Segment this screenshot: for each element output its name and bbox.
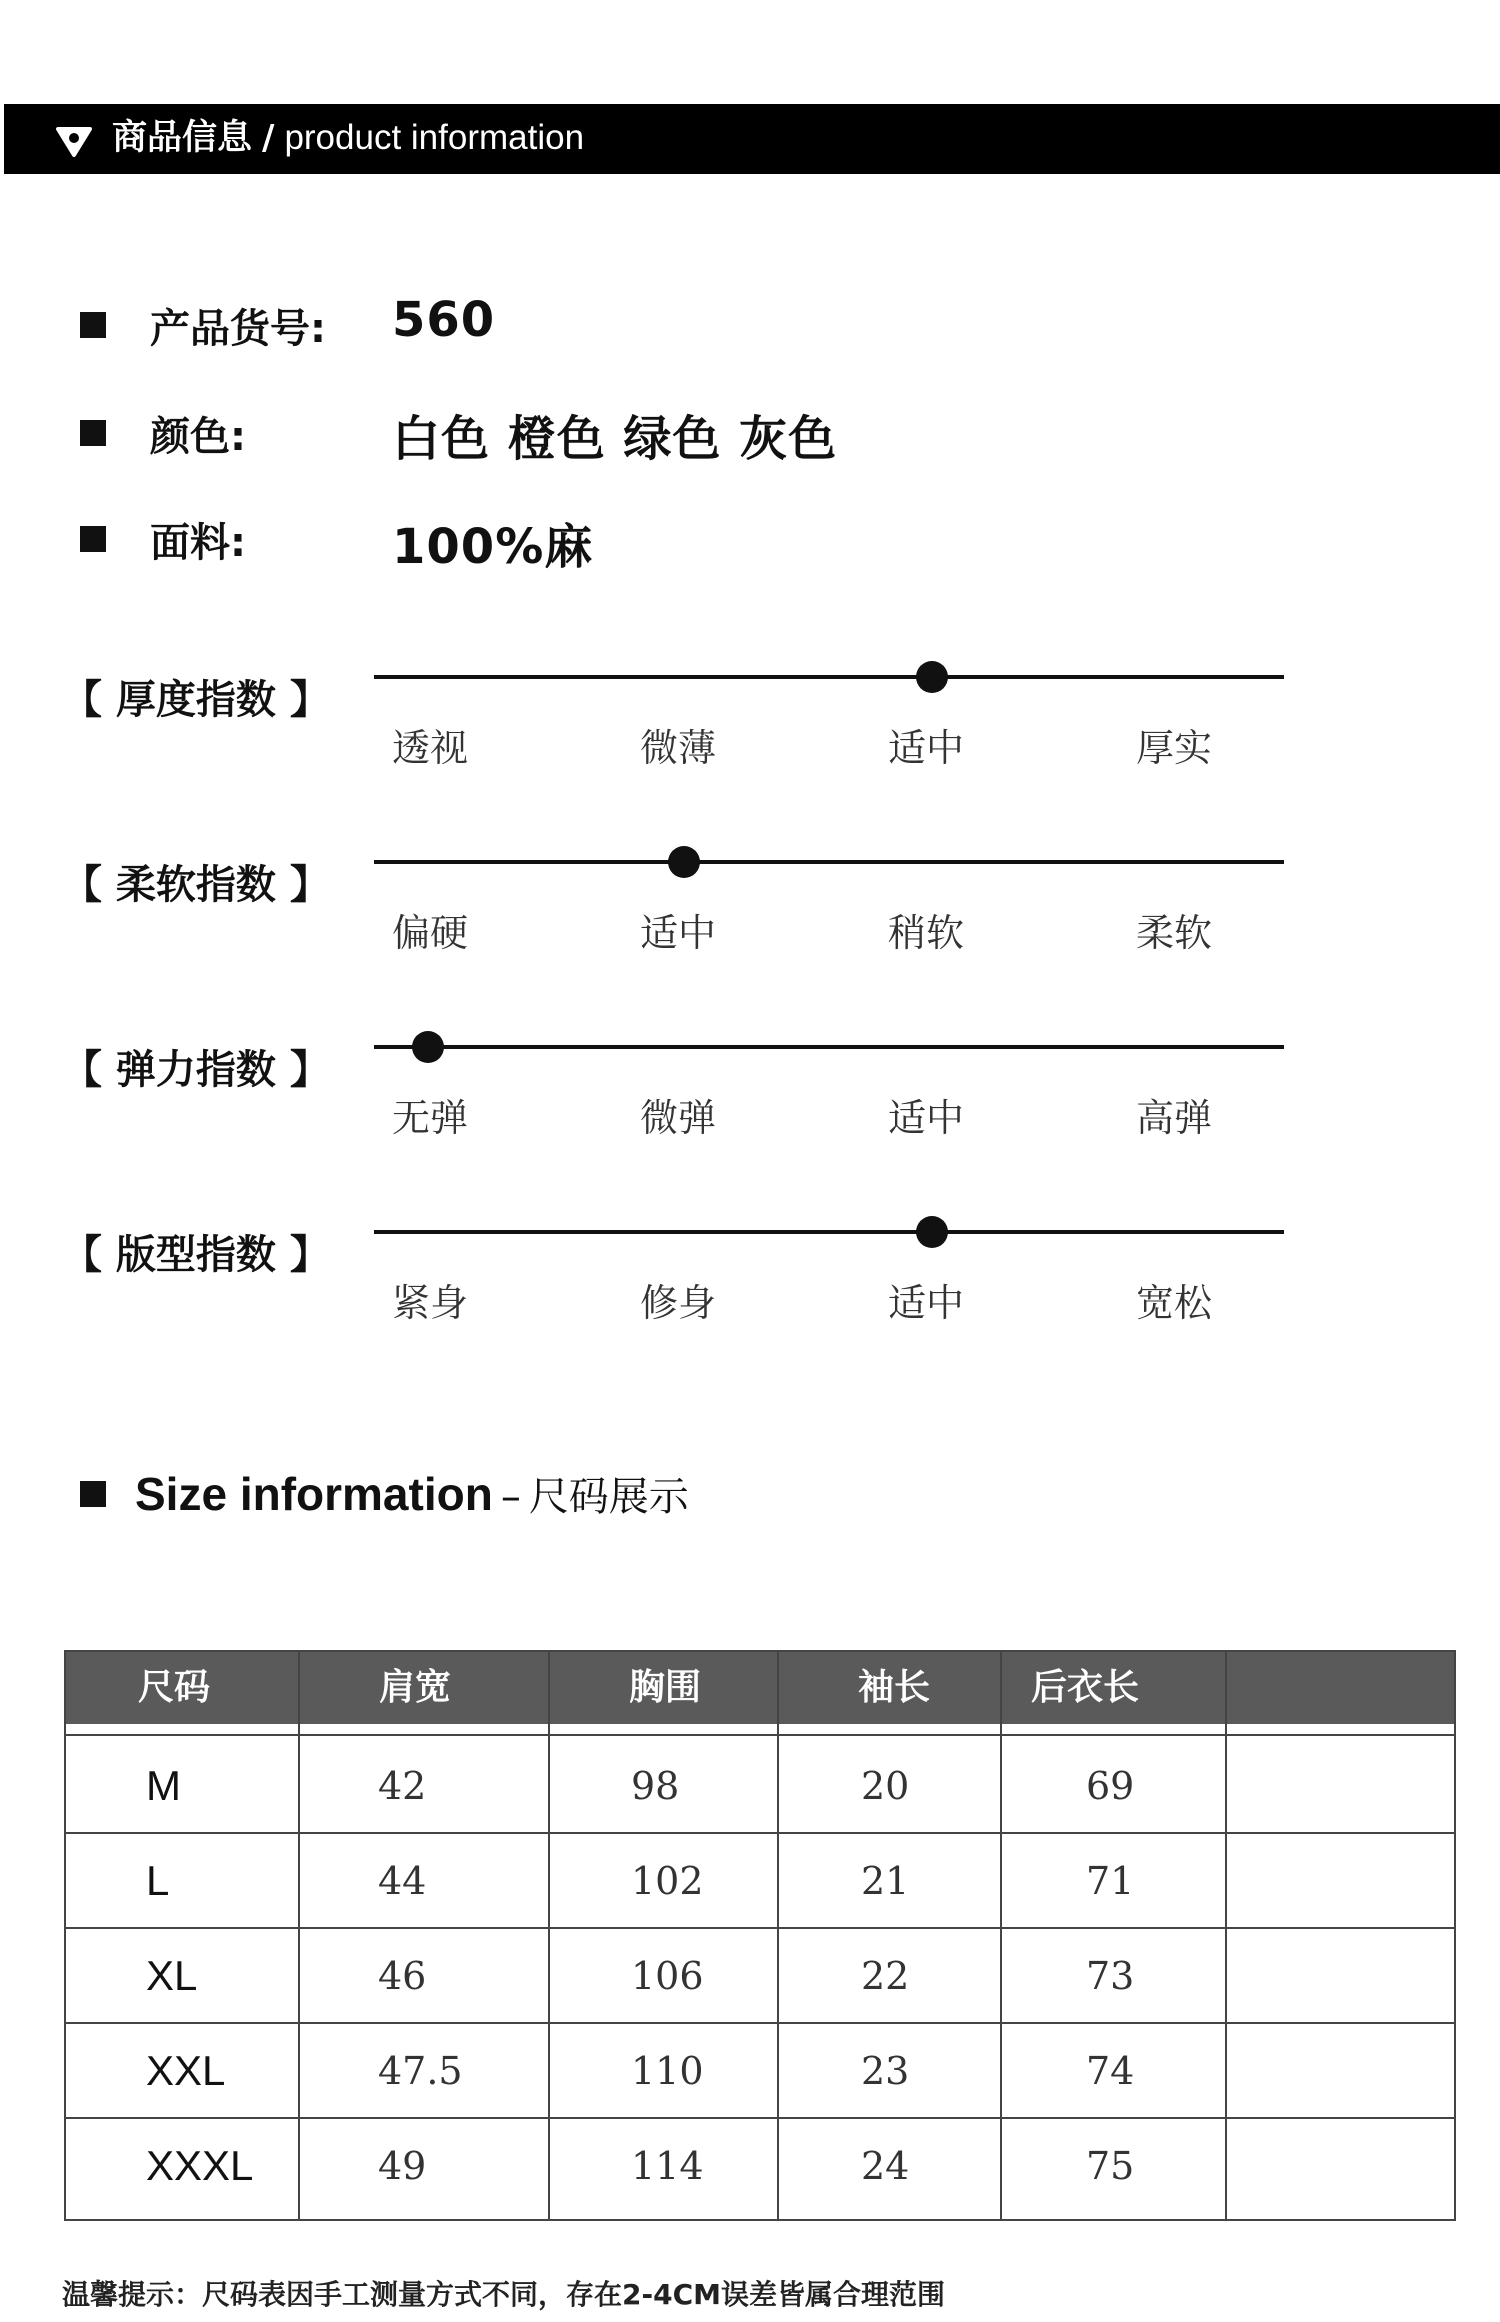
header-underline <box>66 1734 1454 1736</box>
measurement-cell: 74 <box>1086 2049 1135 2093</box>
index-option-label: 柔软 <box>1136 911 1213 955</box>
index-option-label: 稍软 <box>888 911 965 955</box>
index-option-label: 微薄 <box>640 726 717 770</box>
index-option-label: 适中 <box>888 726 965 770</box>
measurement-cell: 98 <box>631 1764 680 1808</box>
color-value: 白色 橙色 绿色 灰色 <box>392 411 838 467</box>
fabric-value: 100%麻 <box>392 519 594 575</box>
table-header-cell: 后衣长 <box>1001 1652 1226 1724</box>
measurement-cell: 73 <box>1086 1954 1135 1998</box>
measurement-cell: 69 <box>1086 1764 1135 1808</box>
measurement-cell: 75 <box>1086 2144 1135 2188</box>
index-marker <box>668 846 700 878</box>
table-row <box>66 1835 1454 1930</box>
index-track <box>374 860 1284 864</box>
index-track <box>374 1045 1284 1049</box>
measurement-cell: 46 <box>378 1954 427 1998</box>
size-cell: L <box>146 1857 170 1904</box>
index-option-label: 宽松 <box>1136 1281 1213 1325</box>
index-marker <box>412 1031 444 1063</box>
index-option-label: 无弹 <box>392 1096 469 1140</box>
measurement-cell: 114 <box>631 2144 704 2188</box>
index-title: 【 柔软指数 】 <box>62 862 330 908</box>
index-title: 【 弹力指数 】 <box>62 1047 330 1093</box>
table-row <box>66 2120 1454 2215</box>
index-option-label: 高弹 <box>1136 1096 1213 1140</box>
index-track <box>374 1230 1284 1234</box>
table-row <box>66 1740 1454 1835</box>
size-cell: XL <box>146 1952 198 1999</box>
size-cell: XXL <box>146 2047 226 2094</box>
index-option-label: 适中 <box>640 911 717 955</box>
section-title-cn: 商品信息 <box>112 118 253 158</box>
index-marker <box>916 1216 948 1248</box>
size-title-dash: – <box>500 1474 521 1520</box>
index-option-label: 修身 <box>640 1281 717 1325</box>
row-divider <box>66 1832 1454 1834</box>
index-marker <box>916 661 948 693</box>
measurement-cell: 47.5 <box>378 2049 463 2093</box>
index-option-label: 适中 <box>888 1281 965 1325</box>
row-divider <box>66 2117 1454 2119</box>
bullet-square <box>80 312 106 338</box>
index-option-label: 透视 <box>392 726 469 770</box>
table-header-cell: 尺码 <box>66 1652 299 1724</box>
size-title-en: Size information <box>135 1468 493 1520</box>
table-header-cell <box>1226 1652 1454 1724</box>
color-label: 颜色: <box>150 414 246 460</box>
size-footnote: 温馨提示：尺码表因手工测量方式不同，存在2-4CM误差皆属合理范围 <box>62 2278 946 2311</box>
table-header-cell: 肩宽 <box>299 1652 549 1724</box>
index-track <box>374 675 1284 679</box>
table-header-cell: 袖长 <box>778 1652 1001 1724</box>
measurement-cell: 24 <box>861 2144 910 2188</box>
index-option-label: 微弹 <box>640 1096 717 1140</box>
index-title: 【 版型指数 】 <box>62 1232 330 1278</box>
bullet-square <box>80 420 106 446</box>
measurement-cell: 49 <box>378 2144 427 2188</box>
measurement-cell: 44 <box>378 1859 427 1903</box>
heart-badge-icon <box>54 121 94 161</box>
index-option-label: 厚实 <box>1136 726 1213 770</box>
index-option-label: 偏硬 <box>392 911 469 955</box>
table-header-cell: 胸围 <box>549 1652 778 1724</box>
bullet-square <box>80 526 106 552</box>
title-separator: / <box>262 118 275 158</box>
measurement-cell: 110 <box>631 2049 704 2093</box>
index-title: 【 厚度指数 】 <box>62 677 330 723</box>
size-cell: XXXL <box>146 2142 254 2189</box>
size-section-heading <box>135 1465 689 1522</box>
section-title <box>112 116 584 160</box>
table-row <box>66 1930 1454 2025</box>
row-divider <box>66 1927 1454 1929</box>
measurement-cell: 42 <box>378 1764 427 1808</box>
measurement-cell: 71 <box>1086 1859 1135 1903</box>
size-table <box>64 1650 1456 2221</box>
section-title-en: product information <box>284 118 585 157</box>
measurement-cell: 102 <box>631 1859 704 1903</box>
fabric-label: 面料: <box>150 520 246 566</box>
section-header-bar <box>4 104 1500 174</box>
measurement-cell: 22 <box>861 1954 910 1998</box>
row-divider <box>66 2022 1454 2024</box>
size-cell: M <box>146 1762 181 1809</box>
product-number-label: 产品货号: <box>150 306 326 352</box>
bullet-square <box>80 1481 106 1507</box>
index-option-label: 紧身 <box>392 1281 469 1325</box>
measurement-cell: 20 <box>861 1764 910 1808</box>
measurement-cell: 21 <box>861 1859 910 1903</box>
table-row <box>66 2025 1454 2120</box>
measurement-cell: 106 <box>631 1954 704 1998</box>
product-number-value: 560 <box>392 292 496 348</box>
index-option-label: 适中 <box>888 1096 965 1140</box>
size-title-cn: 尺码展示 <box>528 1474 689 1520</box>
measurement-cell: 23 <box>861 2049 910 2093</box>
